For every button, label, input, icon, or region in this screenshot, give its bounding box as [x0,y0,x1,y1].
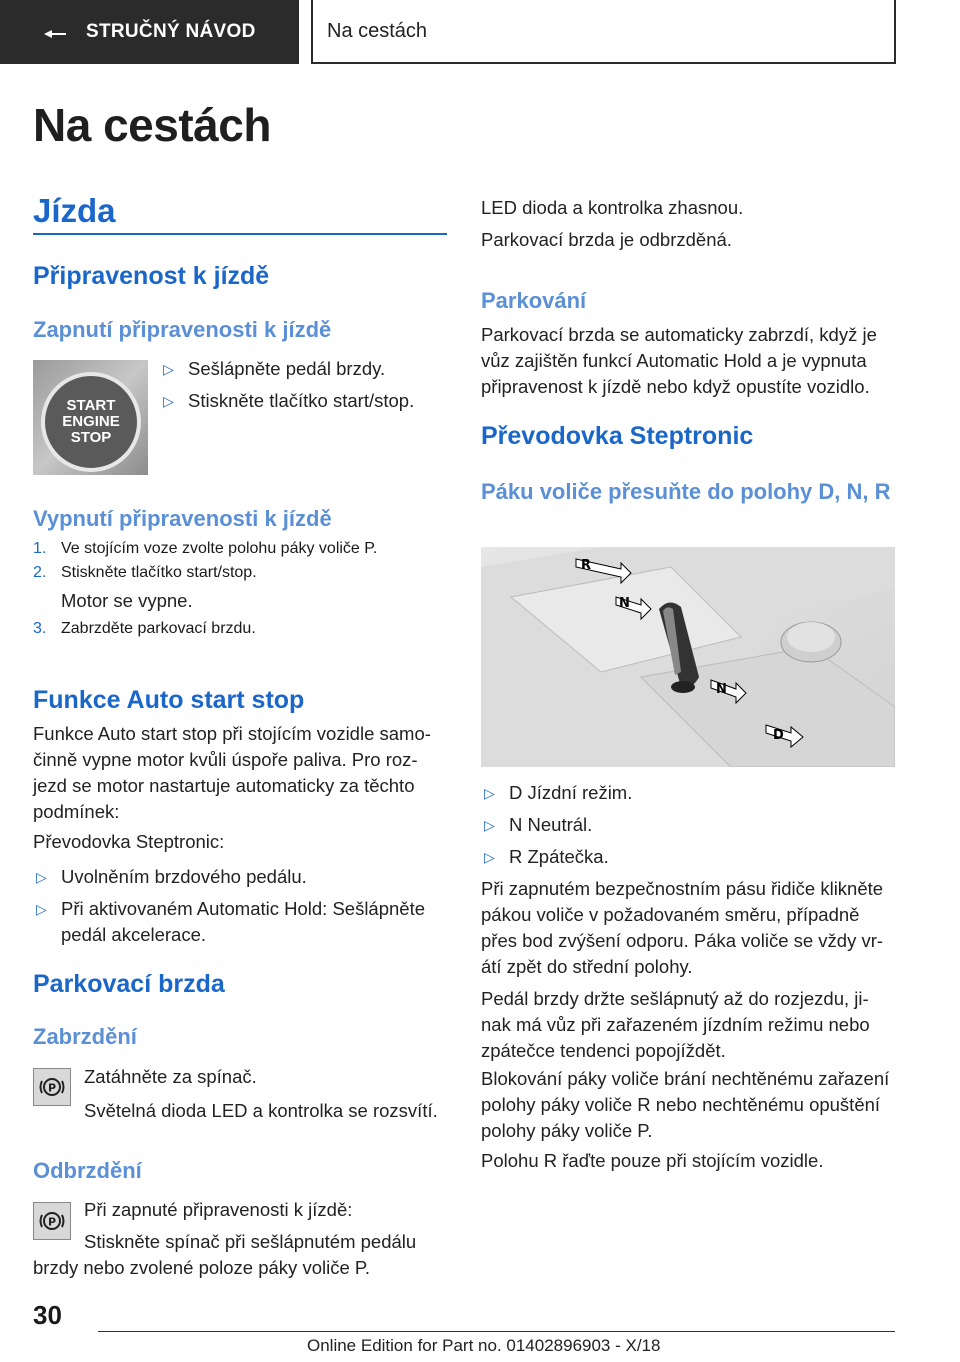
heading-vypnuti: Vypnutí připravenosti k jízdě [33,506,332,531]
heading-odbrzdeni: Odbrzdění [33,1158,142,1183]
svg-text:P: P [47,1081,57,1095]
page-number: 30 [33,1300,62,1330]
heading-paku: Páku voliče přesuňte do polohy D, N, R [481,479,891,504]
page-title: Na cestách [33,99,271,151]
prevodovka-label: Převodovka Steptronic: [33,831,225,852]
parking-brake-icon [33,1068,71,1106]
heading-parkovaci: Parkovací brzda [33,970,225,998]
triangle-icon: ▷ [36,901,47,917]
steptronic-p1: Při zapnutém bezpečnostním pásu řidiče klikněte pákou voliče v požadovaném směru, případně přes bod zvýšení odporu. Páka voliče se vždy vr-átí zpět do střední polohy. [481,878,884,977]
motor-note: Motor se vypne. [61,590,193,611]
heading-parkovani: Parkování [481,288,587,313]
gear-label-n-upper: N [619,596,630,611]
heading-rule [33,233,447,235]
list-item: ▷ Uvolněním brzdového pedálu. [33,864,448,890]
start-button-image [33,360,148,475]
gear-label-d: D [773,728,784,743]
parkovani-paragraph: Parkovací brzda se automaticky zabrzdí, když je vůz zajištěn funkcí Automatic Hold a je vypnuta připravenost k jízdě nebo když opustíte vozidlo. [481,324,877,397]
edition-text: Online Edition for Part no. 01402896903 - X/18 [307,1336,661,1355]
zabrzdeni-p2: Světelná dioda LED a kontrolka se rozsvítí. [84,1100,438,1121]
heading-zapnuti: Zapnutí připravenosti k jízdě [33,317,332,342]
triangle-icon: ▷ [163,361,174,377]
heading-zabrzdeni: Zabrzdění [33,1024,137,1049]
heading-auto-start: Funkce Auto start stop [33,686,305,714]
start-label: START [66,397,116,414]
gear-label-r: R [581,558,592,573]
steptronic-p2: Pedál brzdy držte sešlápnutý až do rozjezdu, ji-nak má vůz při zařazeném jízdním režimu nebo zpátečce tendenci popojíždět. [481,988,870,1061]
arrow-icon [44,30,66,42]
led-paragraph: LED dioda a kontrolka zhasnou. [481,197,744,218]
list-item: ▷ N Neutrál. [481,812,896,838]
steptronic-p4: Polohu R řaďte pouze při stojícím vozidle. [481,1150,824,1171]
triangle-icon: ▷ [163,393,174,409]
list-item: ▷ Při aktivovaném Automatic Hold: Sešlápněte pedál akcelerace. [33,896,448,948]
section-label: STRUČNÝ NÁVOD [86,21,256,42]
engine-label: ENGINE [62,413,120,430]
heading-jizda: Jízda [33,192,116,229]
heading-pripravenost: Připravenost k jízdě [33,262,270,290]
odbrzdena-paragraph: Parkovací brzda je odbrzděná. [481,229,732,250]
list-item: ▷ R Zpátečka. [481,844,896,870]
list-item: ▷ Sešlápněte pedál brzdy. [160,356,450,382]
list-item: 2. Stiskněte tlačítko start/stop. [33,564,257,581]
steptronic-p3: Blokování páky voliče brání nechtěnému zařazení polohy páky voliče R nebo nechtěnému opuštění polohy páky voliče P. [481,1068,890,1141]
page-topic: Na cestách [311,0,896,64]
triangle-icon: ▷ [484,785,495,801]
gear-selector-image [481,547,895,767]
footer-rule [98,1331,895,1332]
odbrzdeni-p2: Stiskněte spínač při sešlápnutém pedálu brzdy nebo zvolené poloze páky voliče P. [33,1231,417,1278]
triangle-icon: ▷ [484,849,495,865]
gear-label-n-lower: N [716,682,727,697]
triangle-icon: ▷ [484,817,495,833]
triangle-icon: ▷ [36,869,47,885]
stop-label: STOP [70,429,112,446]
odbrzdeni-p1: Při zapnuté připravenosti k jízdě: [84,1199,353,1220]
zabrzdeni-p1: Zatáhněte za spínač. [84,1066,257,1087]
list-item: ▷ D Jízdní režim. [481,780,896,806]
list-item: 1. Ve stojícím voze zvolte polohu páky voliče P. [33,540,378,557]
svg-text:P: P [47,1215,57,1229]
heading-steptronic: Převodovka Steptronic [481,422,754,450]
auto-start-paragraph: Funkce Auto start stop při stojícím vozidle samo-činně vypne motor kvůli úspoře paliva. Pro roz-jezd se motor nastartuje automaticky za těchto podmínek: [33,723,431,822]
list-item: ▷ Stiskněte tlačítko start/stop. [160,388,450,414]
list-item: 3. Zabrzděte parkovací brzdu. [33,620,256,637]
section-tab[interactable] [0,0,299,64]
